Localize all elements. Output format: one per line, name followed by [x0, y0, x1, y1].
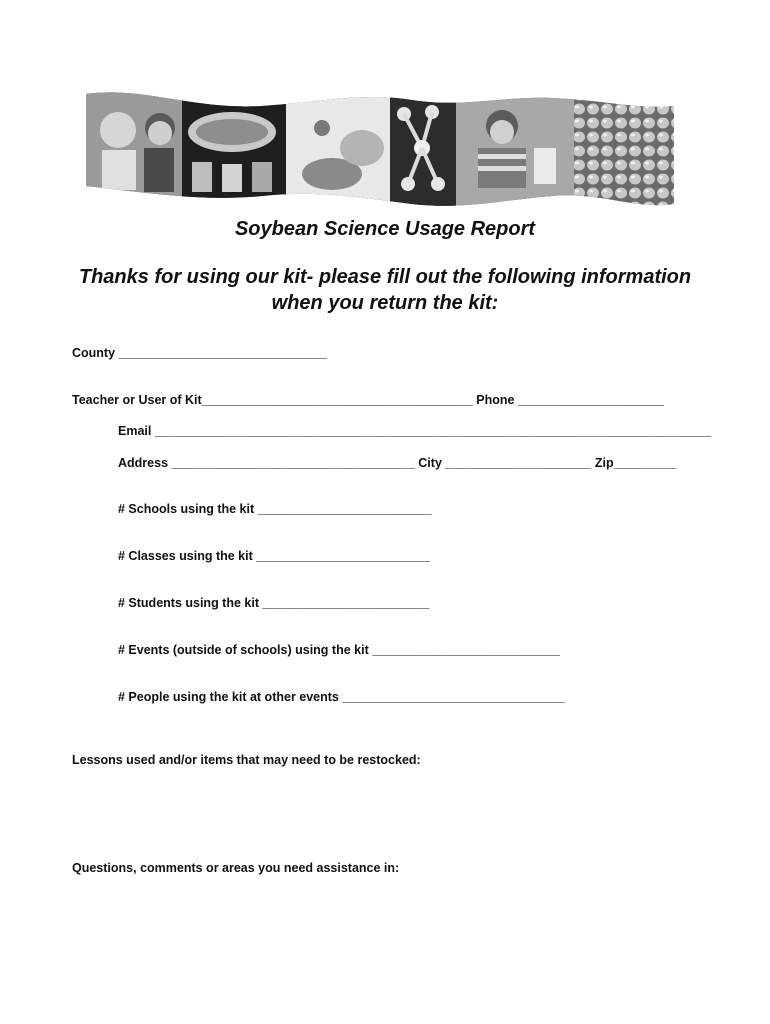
- email-field[interactable]: Email ________________________________________________________________________________: [118, 424, 711, 438]
- soybeans-photo-icon: [574, 88, 676, 214]
- questions-label: Questions, comments or areas you need assistance in:: [72, 861, 400, 875]
- events-field[interactable]: # Events (outside of schools) using the kit ___________________________: [118, 643, 560, 657]
- county-field[interactable]: County ______________________________: [72, 346, 328, 360]
- children-photo-icon: [86, 88, 182, 214]
- intro-text: Thanks for using our kit- please fill out the following information when you return the kit:: [78, 266, 692, 314]
- hands-photo-icon: [286, 88, 390, 214]
- photo-banner: [82, 88, 676, 214]
- classes-field[interactable]: # Classes using the kit _________________________: [118, 549, 431, 563]
- report-title: Soybean Science Usage Report: [234, 218, 536, 240]
- schools-field[interactable]: # Schools using the kit _________________________: [118, 502, 432, 516]
- molecule-model-photo-icon: [390, 88, 456, 214]
- teacher-phone-field[interactable]: Teacher or User of Kit_______________________________________ Phone _____________________: [72, 393, 664, 407]
- students-field[interactable]: # Students using the kit ________________________: [118, 596, 430, 610]
- address-field[interactable]: Address ___________________________________ City _____________________ Zip_________: [118, 456, 677, 470]
- water-bowl-photo-icon: [182, 88, 286, 214]
- student-experiment-photo-icon: [456, 88, 574, 214]
- lessons-label: Lessons used and/or items that may need to be restocked:: [72, 753, 421, 767]
- people-field[interactable]: # People using the kit at other events ________________________________: [118, 690, 565, 704]
